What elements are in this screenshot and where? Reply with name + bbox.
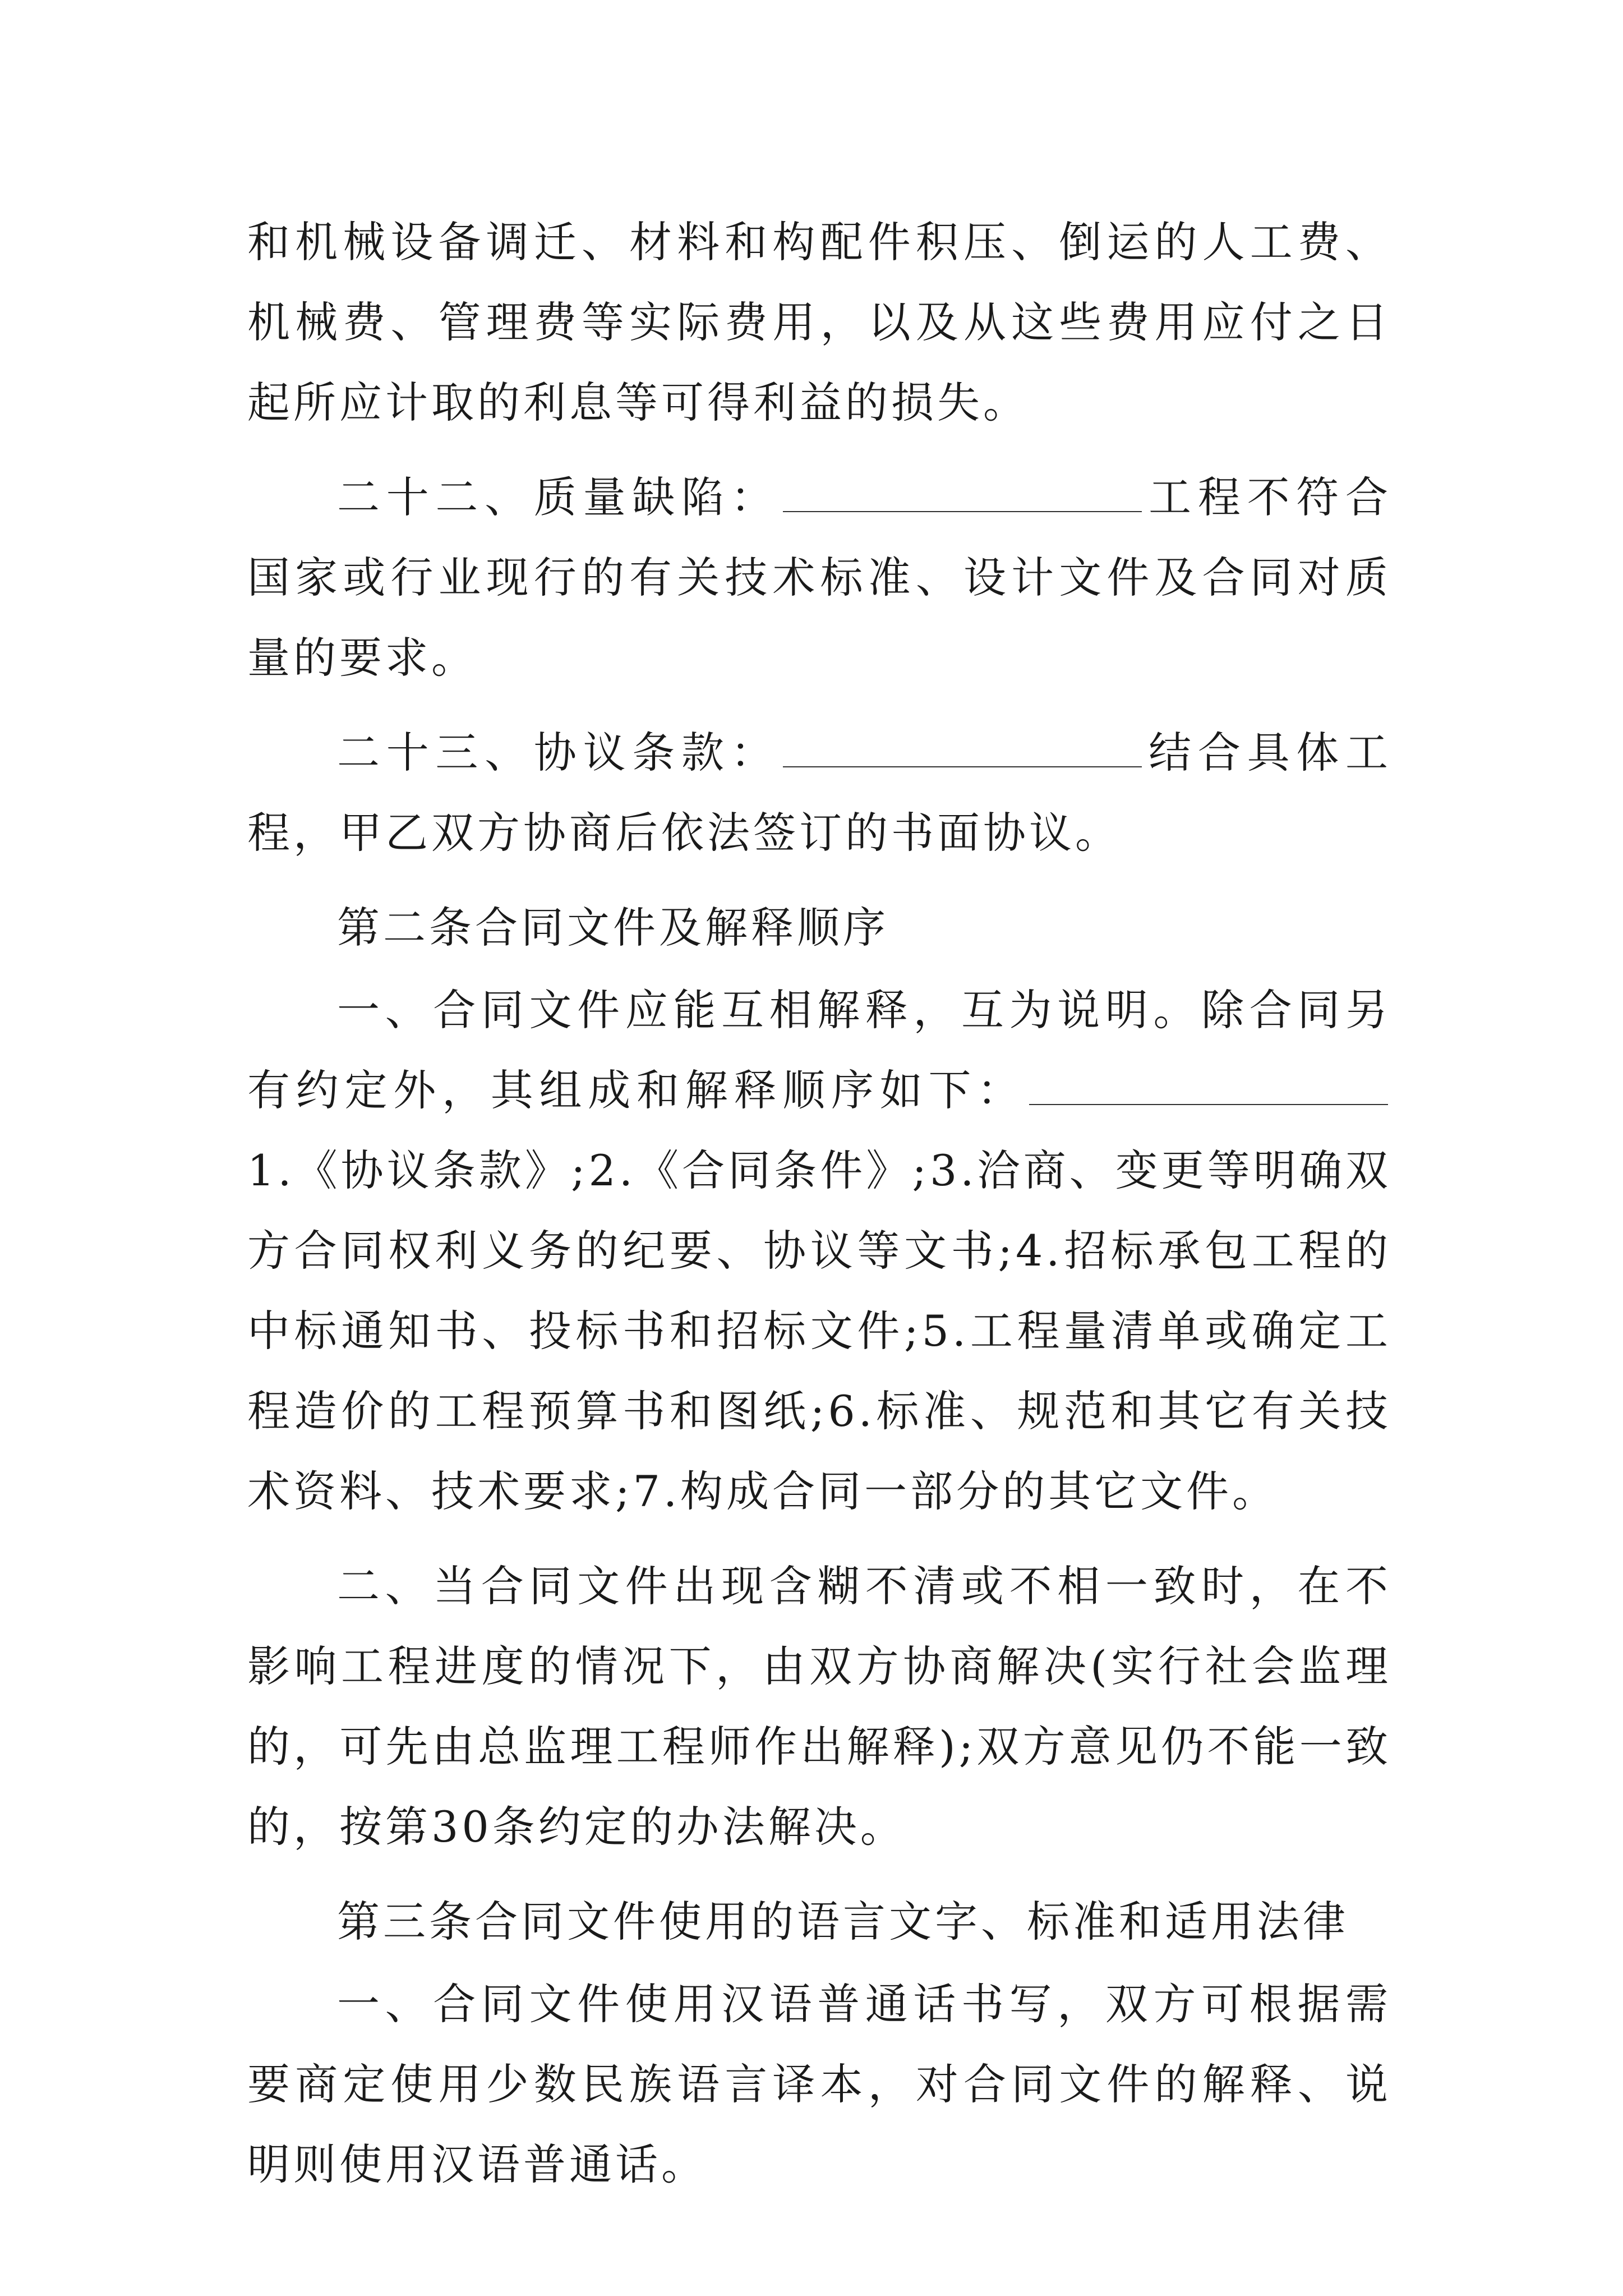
paragraph-damages (247, 202, 1391, 443)
article-3-title: 第三条合同文件使用的语言文字、标准和适用法律 (337, 1897, 1349, 1947)
paragraph-language (247, 1964, 1391, 2205)
quality-defect-blank (783, 477, 1142, 512)
paragraph-quality-defect (247, 457, 1391, 698)
paragraph-damages-text: 和机械设备调迁、材料和构配件积压、倒运的人工费、机械费、管理费等实际费用，以及从这些费用应付之日起所应计取的利息等可得利益的损失。 (247, 217, 1391, 427)
document-order-intro: 一、合同文件应能互相解释，互为说明。除合同另有约定外，其组成和解释顺序如下： (247, 985, 1391, 1115)
paragraph-ambiguity-resolution (247, 1546, 1391, 1867)
document-body (247, 202, 1391, 2219)
section-heading-article-3 (247, 1881, 1391, 1962)
section-heading-article-2 (247, 887, 1391, 968)
agreement-terms-blank (783, 733, 1142, 767)
agreement-terms-label: 二十三、协议条款： (337, 728, 780, 777)
quality-defect-text: 工程不符合国家或行业现行的有关技术标准、设计文件及合同对质量的要求。 (247, 472, 1392, 683)
agreement-terms-text: 结合具体工程，甲乙双方协商后依法签订的书面协议。 (247, 728, 1392, 858)
quality-defect-label: 二十二、质量缺陷： (337, 472, 780, 522)
language-text: 一、合同文件使用汉语普通话书写，双方可根据需要商定使用少数民族语言译本，对合同文件的解释、说明则使用汉语普通话。 (247, 1979, 1391, 2189)
paragraph-agreement-terms (247, 712, 1391, 873)
document-order-list: 1.《协议条款》;2.《合同条件》;3.洽商、变更等明确双方合同权利义务的纪要、协议等文书;4.招标承包工程的中标通知书、投标书和招标文件;5.工程量清单或确定工程造价的工程预算书和图纸;6.标准、规范和其它有关技术资料、技术要求;7.构成合同一部分的其它文件。 (247, 1145, 1391, 1516)
document-order-blank (1029, 1070, 1388, 1105)
ambiguity-resolution-text: 二、当合同文件出现含糊不清或不相一致时，在不影响工程进度的情况下，由双方协商解决(实行社会监理的，可先由总监理工程师作出解释);双方意见仍不能一致的，按第30条约定的办法解决。 (247, 1561, 1391, 1852)
article-2-title: 第二条合同文件及解释顺序 (337, 903, 889, 953)
paragraph-document-order (247, 970, 1391, 1531)
